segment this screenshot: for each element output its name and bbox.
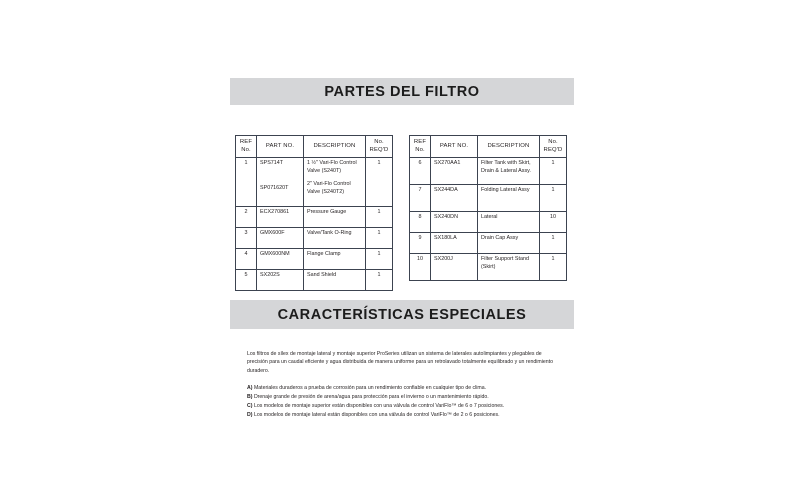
cell-ref: 10 bbox=[410, 254, 431, 281]
cell-ref: 1 bbox=[236, 158, 257, 207]
cell-part-no: SX244DA bbox=[431, 185, 478, 212]
column-header-part-no: PART NO. bbox=[257, 136, 304, 158]
column-header-description: DESCRIPTION bbox=[304, 136, 366, 158]
table-row bbox=[236, 249, 393, 270]
table-row bbox=[410, 158, 567, 185]
column-header-ref bbox=[236, 136, 257, 158]
column-header-ref-line2: No. bbox=[415, 146, 425, 153]
feature-item-c bbox=[247, 402, 559, 410]
cell-qty: 1 bbox=[540, 158, 567, 185]
table-row bbox=[410, 212, 567, 233]
feature-item-d-text: Los modelos de montaje lateral están disponibles con una válvula de control VariFlo™ de 2 o 6 posiciones. bbox=[253, 412, 500, 419]
cell-description: Filter Tank with Skirt, Drain & Lateral Assy. bbox=[478, 158, 540, 185]
cell-qty: 1 bbox=[540, 185, 567, 212]
cell-part-no: SX202S bbox=[257, 270, 304, 291]
column-header-qty-line1: No. bbox=[548, 138, 558, 145]
feature-item-b bbox=[247, 393, 559, 401]
cell-part-no: GMX600NM bbox=[257, 249, 304, 270]
features-text-block bbox=[247, 350, 559, 420]
cell-part-no bbox=[257, 158, 304, 207]
cell-qty: 10 bbox=[540, 212, 567, 233]
cell-ref: 6 bbox=[410, 158, 431, 185]
parts-table-left bbox=[235, 135, 393, 291]
cell-qty: 1 bbox=[366, 158, 393, 207]
cell-ref: 4 bbox=[236, 249, 257, 270]
feature-item-d-label: D) bbox=[247, 412, 253, 419]
column-header-ref-line1: REF bbox=[413, 138, 427, 145]
cell-description-alternate: 2" Vari-Flo Control Valve (S240T2) bbox=[307, 181, 351, 196]
section-title-features: CARACTERÍSTICAS ESPECIALES bbox=[277, 306, 527, 323]
cell-part-no: GMX600F bbox=[257, 228, 304, 249]
table-row bbox=[410, 185, 567, 212]
cell-description: Lateral bbox=[478, 212, 540, 233]
cell-part-no: ECX270861 bbox=[257, 207, 304, 228]
cell-ref: 9 bbox=[410, 233, 431, 254]
cell-part-no-primary: SPS714T bbox=[260, 160, 284, 166]
cell-part-no: SX180LA bbox=[431, 233, 478, 254]
cell-part-no: SX240DN bbox=[431, 212, 478, 233]
cell-part-no-alternate: SP071620T bbox=[260, 184, 289, 191]
feature-item-d bbox=[247, 411, 559, 419]
column-header-qty bbox=[366, 136, 393, 158]
table-row bbox=[236, 228, 393, 249]
cell-ref: 7 bbox=[410, 185, 431, 212]
table-row bbox=[236, 158, 393, 207]
section-banner-features bbox=[230, 300, 574, 329]
features-intro-paragraph: Los filtros de sílex de montaje lateral y montaje superior ProSeries utilizan un sistema de laterales autolimpiantes y plegables de precisión para un caudal eficiente y agua distribuida de manera uniforme para un retrolavado totalmente equilibrado y un rendimiento duradero. bbox=[247, 351, 553, 374]
cell-description: Sand Shield bbox=[304, 270, 366, 291]
column-header-qty-line2: REQ'D bbox=[369, 146, 389, 153]
feature-item-c-label: C) bbox=[247, 403, 253, 410]
cell-qty: 1 bbox=[540, 233, 567, 254]
cell-description: Drain Cap Assy bbox=[478, 233, 540, 254]
table-row bbox=[410, 233, 567, 254]
feature-item-b-text: Drenaje grande de presión de arena/agua para protección para el invierno o un mantenimiento rápido. bbox=[253, 394, 489, 401]
column-header-qty bbox=[540, 136, 567, 158]
section-title-parts: PARTES DEL FILTRO bbox=[324, 83, 480, 100]
feature-item-b-label: B) bbox=[247, 394, 253, 401]
cell-part-no: SX270AA1 bbox=[431, 158, 478, 185]
table-header-row bbox=[236, 136, 393, 158]
column-header-description: DESCRIPTION bbox=[478, 136, 540, 158]
cell-qty: 1 bbox=[366, 228, 393, 249]
cell-part-no: SX200J bbox=[431, 254, 478, 281]
column-header-qty-line2: REQ'D bbox=[543, 146, 563, 153]
column-header-ref-line2: No. bbox=[241, 146, 251, 153]
cell-description: Flange Clamp bbox=[304, 249, 366, 270]
column-header-ref bbox=[410, 136, 431, 158]
feature-item-a bbox=[247, 384, 559, 392]
column-header-ref-line1: REF bbox=[239, 138, 253, 145]
cell-ref: 5 bbox=[236, 270, 257, 291]
cell-description bbox=[304, 158, 366, 207]
table-row bbox=[236, 270, 393, 291]
table-row bbox=[236, 207, 393, 228]
cell-description: Folding Lateral Assy bbox=[478, 185, 540, 212]
column-header-qty-line1: No. bbox=[374, 138, 384, 145]
cell-qty: 1 bbox=[366, 249, 393, 270]
cell-ref: 3 bbox=[236, 228, 257, 249]
feature-item-a-text: Materiales duraderos a prueba de corrosión para un rendimiento confiable en cualquier tipo de clima. bbox=[253, 385, 487, 392]
feature-item-c-text: Los modelos de montaje superior están disponibles con una válvula de control VariFlo™ de 6 o 7 posiciones. bbox=[253, 403, 505, 410]
cell-qty: 1 bbox=[540, 254, 567, 281]
cell-description: Pressure Gauge bbox=[304, 207, 366, 228]
section-banner-parts bbox=[230, 78, 574, 105]
cell-qty: 1 bbox=[366, 270, 393, 291]
cell-description: Filter Support Stand (Skirt) bbox=[478, 254, 540, 281]
parts-table-right bbox=[409, 135, 567, 281]
table-header-row bbox=[410, 136, 567, 158]
table-row bbox=[410, 254, 567, 281]
feature-item-a-label: A) bbox=[247, 385, 253, 392]
cell-ref: 8 bbox=[410, 212, 431, 233]
cell-description-primary: 1 ½" Vari-Flo Control Valve (S240T) bbox=[307, 160, 357, 174]
cell-ref: 2 bbox=[236, 207, 257, 228]
column-header-part-no: PART NO. bbox=[431, 136, 478, 158]
cell-qty: 1 bbox=[366, 207, 393, 228]
cell-description: Valve/Tank O-Ring bbox=[304, 228, 366, 249]
